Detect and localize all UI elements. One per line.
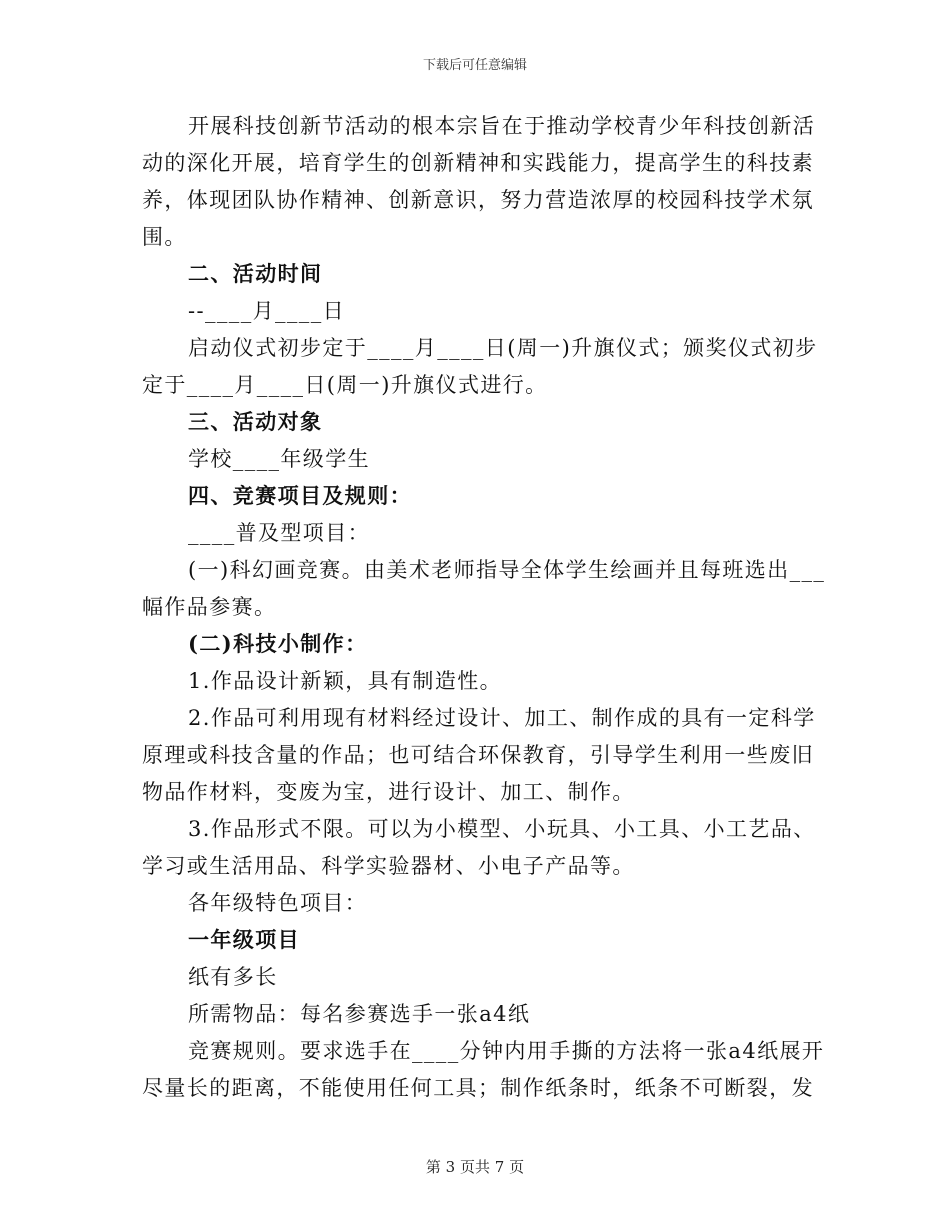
- list-item: 2.作品可利用现有材料经过设计、加工、制作成的具有一定科学: [188, 706, 816, 730]
- paragraph-line: --____月____日: [188, 299, 345, 323]
- paragraph-line: 物品作材料，变废为宝，进行设计、加工、制作。: [142, 780, 635, 804]
- subsection-heading: (二)科技小制作：: [188, 631, 368, 656]
- section-heading: 一年级项目: [188, 927, 300, 952]
- paragraph-line: 学校____年级学生: [188, 447, 370, 471]
- paragraph-line: 纸有多长: [188, 965, 278, 989]
- list-item: 3.作品形式不限。可以为小模型、小玩具、小工具、小工艺品、: [188, 817, 816, 841]
- paragraph-line: 启动仪式初步定于____月____日(周一)升旗仪式；颁奖仪式初步: [188, 336, 818, 360]
- list-item: 1.作品设计新颖，具有制造性。: [188, 669, 503, 693]
- paragraph-line: 尽量长的距离，不能使用任何工具；制作纸条时，纸条不可断裂，发: [142, 1076, 814, 1100]
- paragraph-line: 养，体现团队协作精神、创新意识，努力营造浓厚的校园科技学术氛: [142, 188, 814, 212]
- section-heading: 二、活动时间: [188, 261, 323, 286]
- paragraph-line: 动的深化开展，培育学生的创新精神和实践能力，提高学生的科技素: [142, 151, 814, 175]
- paragraph-line: 幅作品参赛。: [142, 595, 277, 619]
- paragraph-line: 学习或生活用品、科学实验器材、小电子产品等。: [142, 854, 635, 878]
- page-header: 下载后可任意编辑: [422, 58, 527, 73]
- paragraph-line: ____普及型项目：: [188, 521, 370, 545]
- paragraph-line: 原理或科技含量的作品；也可结合环保教育，引导学生利用一些废旧: [142, 743, 814, 767]
- section-heading: 三、活动对象: [188, 409, 323, 434]
- section-heading: 四、竞赛项目及规则：: [188, 483, 412, 508]
- page-footer: 第 3 页共 7 页: [425, 1158, 525, 1176]
- paragraph-line: 开展科技创新节活动的根本宗旨在于推动学校青少年科技创新活: [188, 114, 816, 138]
- paragraph-line: (一)科幻画竞赛。由美术老师指导全体学生绘画并且每班选出___: [188, 558, 826, 582]
- paragraph-line: 竞赛规则。要求选手在____分钟内用手撕的方法将一张a4纸展开: [188, 1039, 825, 1063]
- paragraph-line: 定于____月____日(周一)升旗仪式进行。: [142, 373, 548, 397]
- paragraph-line: 各年级特色项目：: [188, 891, 368, 915]
- paragraph-line: 所需物品：每名参赛选手一张a4纸: [188, 1002, 531, 1026]
- paragraph-line: 围。: [142, 225, 187, 249]
